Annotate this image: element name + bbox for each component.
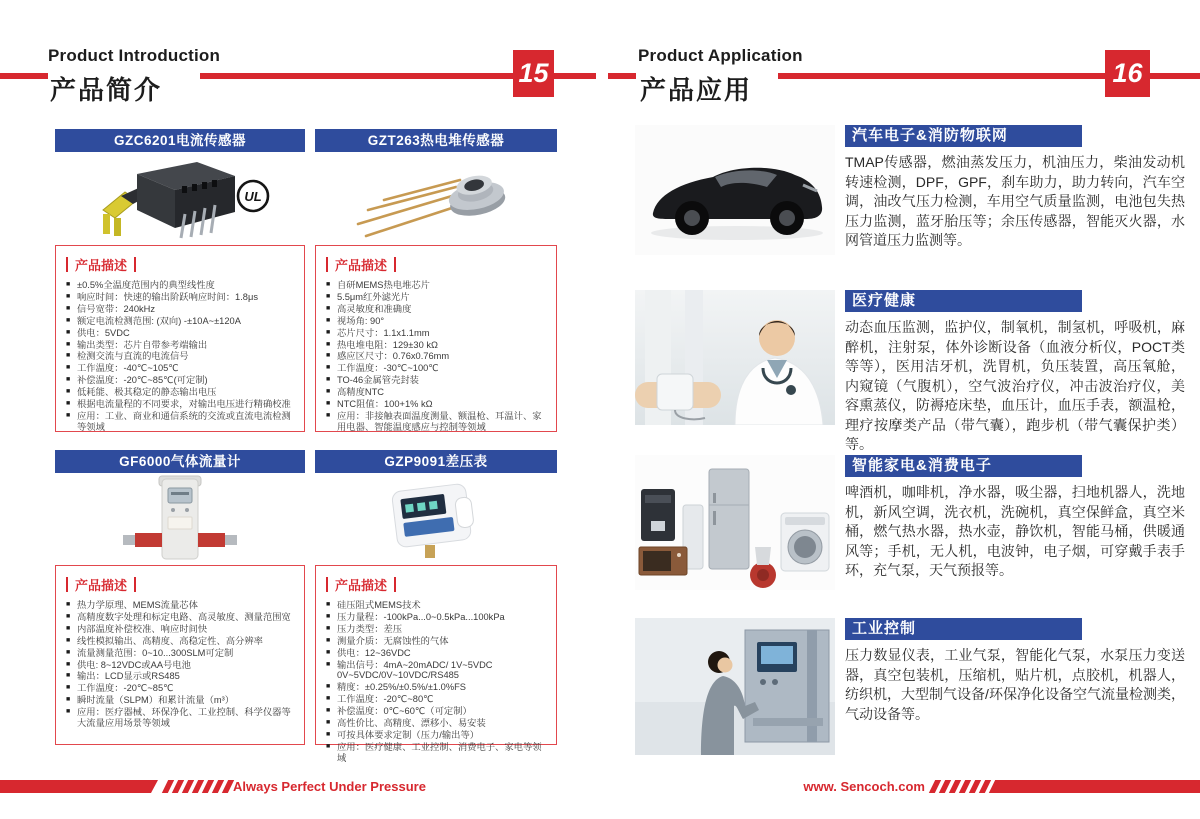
product-title: GZC6201电流传感器 (113, 133, 247, 148)
spec-item: ■ 流量测量范围：0~10...300SLM可定制 (66, 648, 294, 659)
spec-item: ■ 高精度数字处理和标定电路、高灵敏度、测量范围宽 (66, 612, 294, 623)
spec-item: ■ 应用：医疗器械、环保净化、工业控制、科学仪器等大流量应用场景等领域 (66, 707, 294, 729)
spec-item: ■ 热电堆电阻：129±30 kΩ (326, 340, 546, 351)
spec-list (66, 280, 294, 433)
red-bar-icon (66, 577, 68, 592)
spec-item: ■ 补偿温度：-20℃~85℃(可定制) (66, 375, 294, 386)
gf6000-product-image (55, 473, 305, 563)
header-line-right-end (1150, 73, 1200, 79)
description-heading (66, 255, 294, 274)
red-bar-icon (394, 257, 396, 272)
spec-item: ■ 芯片尺寸：1.1x1.1mm (326, 328, 546, 339)
description-heading (66, 575, 294, 594)
spec-item: ■ 供电：5VDC (66, 328, 294, 339)
page-number-badge-left: 15 (513, 50, 554, 97)
spec-item: ■ 视场角: 90° (326, 316, 546, 327)
spec-item: ■ 响应时间：快速的输出阶跃响应时间：1.8μs (66, 292, 294, 303)
spec-item: ■ NTC阻值：100+1% kΩ (326, 399, 546, 410)
spec-item: ■ 工作温度：-40℃~105℃ (66, 363, 294, 374)
product-title-bar (315, 129, 557, 152)
spec-item: ■ 输出信号：4mA~20mADC/ 1V~5VDC 0V~5VDC/0V~10VDC/RS485 (326, 660, 546, 682)
product-description-box (55, 565, 305, 745)
section-text-medical: 动态血压监测，监护仪，制氧机，制氢机，呼吸机，麻醉机，注射泵，体外诊断设备（血液分析仪，POCT类等等），医用洁牙机，洗胃机，负压装置，高压氧舱，内窥镜（气腹机），空气波治疗仪，冲击波治疗仪，美容熏蒸仪，防褥疮床垫，血压计，血压手表，额温枪，理疗按摩类产品（带气囊），跑步机（带气囊保护类）等。 (845, 319, 1185, 452)
gzc6201-product-image (55, 152, 305, 244)
red-bar-icon (326, 577, 328, 592)
spec-item: ■ 供电：12~36VDC (326, 648, 546, 659)
footer-bar-right (993, 780, 1200, 793)
description-label: 产品描述 (75, 258, 128, 273)
spec-item: ■ 应用：医疗健康、工业控制、消费电子、家电等领域 (326, 742, 546, 764)
spec-item: ■ 高灵敏度和准确度 (326, 304, 546, 315)
red-bar-icon (394, 577, 396, 592)
ul-certification-mark: UL (244, 189, 262, 204)
gzt263-product-image (315, 152, 557, 244)
section-text-automotive: TMAP传感器，燃油蒸发压力，机油压力，柴油发动机转速检测，DPF，GPF，刹车助力，助力转向，汽车空调，油改气压力检测，车用空气质量监测，电池包失热压力监测，蓝牙胎压等；余压传感器，智能灭火器，水网管道压力监测等。 (845, 154, 1185, 248)
product-description-box (55, 245, 305, 432)
spec-item: ■ 线性模拟输出、高精度、高稳定性、高分辨率 (66, 636, 294, 647)
car-illustration (635, 125, 835, 255)
section-title-label: 医疗健康 (852, 292, 917, 309)
differential-pressure-gauge-illustration (361, 473, 511, 563)
spec-item: ■ 工作温度：-20℃~85℃ (66, 683, 294, 694)
spec-item: ■ 高性价比、高精度、漂移小、易安装 (326, 718, 546, 729)
spec-item: ■ 额定电流检测范围: (双向) -±10A~±120A (66, 316, 294, 327)
description-heading (326, 575, 546, 594)
section-title-appliances (845, 455, 1082, 477)
product-title-bar (315, 450, 557, 473)
header-line-right-mid (778, 73, 1105, 79)
section-title-industrial (845, 618, 1082, 640)
product-title: GF6000气体流量计 (119, 454, 241, 469)
description-label: 产品描述 (75, 578, 128, 593)
page-title-en-right: Product Application (638, 46, 803, 65)
page-title-en-left: Product Introduction (48, 46, 221, 65)
page-number-badge-right: 16 (1105, 50, 1150, 97)
section-title-label: 工业控制 (852, 620, 917, 637)
spec-item: ■ 检测交流与直流的电流信号 (66, 351, 294, 362)
home-appliances-photo (635, 455, 835, 590)
spec-item: ■ TO-46金属管壳封装 (326, 375, 546, 386)
spec-item: ■ 硅压阻式MEMS技术 (326, 600, 546, 611)
spec-item: ■ 输出类型：芯片自带参考端输出 (66, 340, 294, 351)
product-title-bar (55, 450, 305, 473)
spec-item: ■ 补偿温度：0℃~60℃（可定制） (326, 706, 546, 717)
medical-illustration (635, 290, 835, 425)
spec-item: ■ 可按具体要求定制（压力/输出等） (326, 730, 546, 741)
red-bar-icon (66, 257, 68, 272)
section-title-medical (845, 290, 1082, 312)
header-line-left-mid (200, 73, 513, 79)
doctor-blood-pressure-photo (635, 290, 835, 425)
appliances-illustration (635, 455, 835, 590)
footer-slogan: Always Perfect Under Pressure (233, 779, 426, 794)
spec-item: ■ 低耗能、极其稳定的静态输出电压 (66, 387, 294, 398)
description-label: 产品描述 (335, 578, 388, 593)
spec-item: ■ 瞬时流量（SLPM）和累计流量（m³） (66, 695, 294, 706)
spec-item: ■ 应用：非接触表面温度测量、额温枪、耳温计、家用电器、智能温度感应与控制等领域 (326, 411, 546, 433)
current-sensor-illustration (85, 152, 275, 244)
product-description-box (315, 565, 557, 763)
product-description-box (315, 245, 557, 432)
industrial-illustration (635, 618, 835, 755)
spec-item: ■ 压力量程：-100kPa...0~0.5kPa...100kPa (326, 612, 546, 623)
description-label: 产品描述 (335, 258, 388, 273)
section-text-industrial: 压力数显仪表，工业气泵，智能化气泵，水泵压力变送器，真空包装机，压缩机，贴片机，点胶机，机器人，纺织机，大型制气设备/环保净化设备空气流量检测类，气动设备等。 (845, 647, 1185, 722)
product-title-bar (55, 129, 305, 152)
page-title-zh-right: 产品应用 (640, 75, 753, 105)
footer-bar-left (0, 780, 158, 793)
footer-hazard-stripes-left (165, 780, 231, 793)
spec-item: ■ 高精度NTC (326, 387, 546, 398)
description-heading (326, 255, 546, 274)
spec-item: ■ 测量介质：无腐蚀性的气体 (326, 636, 546, 647)
spec-list (326, 600, 546, 764)
page-title-zh-left: 产品简介 (50, 75, 163, 105)
sports-car-photo (635, 125, 835, 255)
section-text-appliances: 啤酒机，咖啡机，净水器，吸尘器，扫地机器人，洗地机，新风空调，洗衣机，洗碗机，真空保鲜盒，真空米桶，燃气热水器，热水壶，静饮机，智能马桶，供暖通风等；手机，无人机，电波钟，电子烟，可穿戴手表手环，充气泵，天气预报等。 (845, 484, 1185, 578)
thermopile-sensor-illustration (336, 152, 536, 244)
gzp9091-product-image (315, 473, 557, 563)
product-title: GZP9091差压表 (384, 454, 488, 469)
spec-item: ■ 精度：±0.25%/±0.5%/±1.0%FS (326, 682, 546, 693)
spec-item: ■ 应用：工业、商业和通信系统的交流或直流电流检测等领域 (66, 411, 294, 433)
spec-item: ■ 感应区尺寸：0.76x0.76mm (326, 351, 546, 362)
section-title-automotive (845, 125, 1082, 147)
section-title-label: 汽车电子&消防物联网 (852, 127, 1008, 144)
gas-flow-meter-illustration (105, 473, 255, 563)
spec-item: ■ 根据电流量程的不同要求，对输出电压进行精确校准 (66, 399, 294, 410)
red-bar-icon (326, 257, 328, 272)
section-title-label: 智能家电&消费电子 (852, 457, 992, 474)
spec-item: ■ 工作温度：-20℃~80℃ (326, 694, 546, 705)
spec-item: ■ 热力学原理、MEMS流量芯体 (66, 600, 294, 611)
spec-item: ■ ±0.5%全温度范围内的典型线性度 (66, 280, 294, 291)
header-line-left-start (0, 73, 48, 79)
spec-item: ■ 内部温度补偿校准、响应时间快 (66, 624, 294, 635)
header-line-right-start (608, 73, 636, 79)
spec-item: ■ 输出：LCD显示或RS485 (66, 671, 294, 682)
spec-item: ■ 信号宽带：240kHz (66, 304, 294, 315)
spec-item: ■ 5.5μm红外滤光片 (326, 292, 546, 303)
spec-item: ■ 自研MEMS热电堆芯片 (326, 280, 546, 291)
red-bar-icon (134, 257, 136, 272)
spec-item: ■ 工作温度：-30℃~100℃ (326, 363, 546, 374)
spec-list (326, 280, 546, 433)
spec-list (66, 600, 294, 729)
header-line-left-end (554, 73, 596, 79)
footer-website: www. Sencoch.com (803, 779, 925, 794)
factory-operator-photo (635, 618, 835, 755)
product-title: GZT263热电堆传感器 (367, 133, 505, 148)
red-bar-icon (134, 577, 136, 592)
spec-item: ■ 压力类型：差压 (326, 624, 546, 635)
spec-item: ■ 供电: 8~12VDC或AA号电池 (66, 660, 294, 671)
